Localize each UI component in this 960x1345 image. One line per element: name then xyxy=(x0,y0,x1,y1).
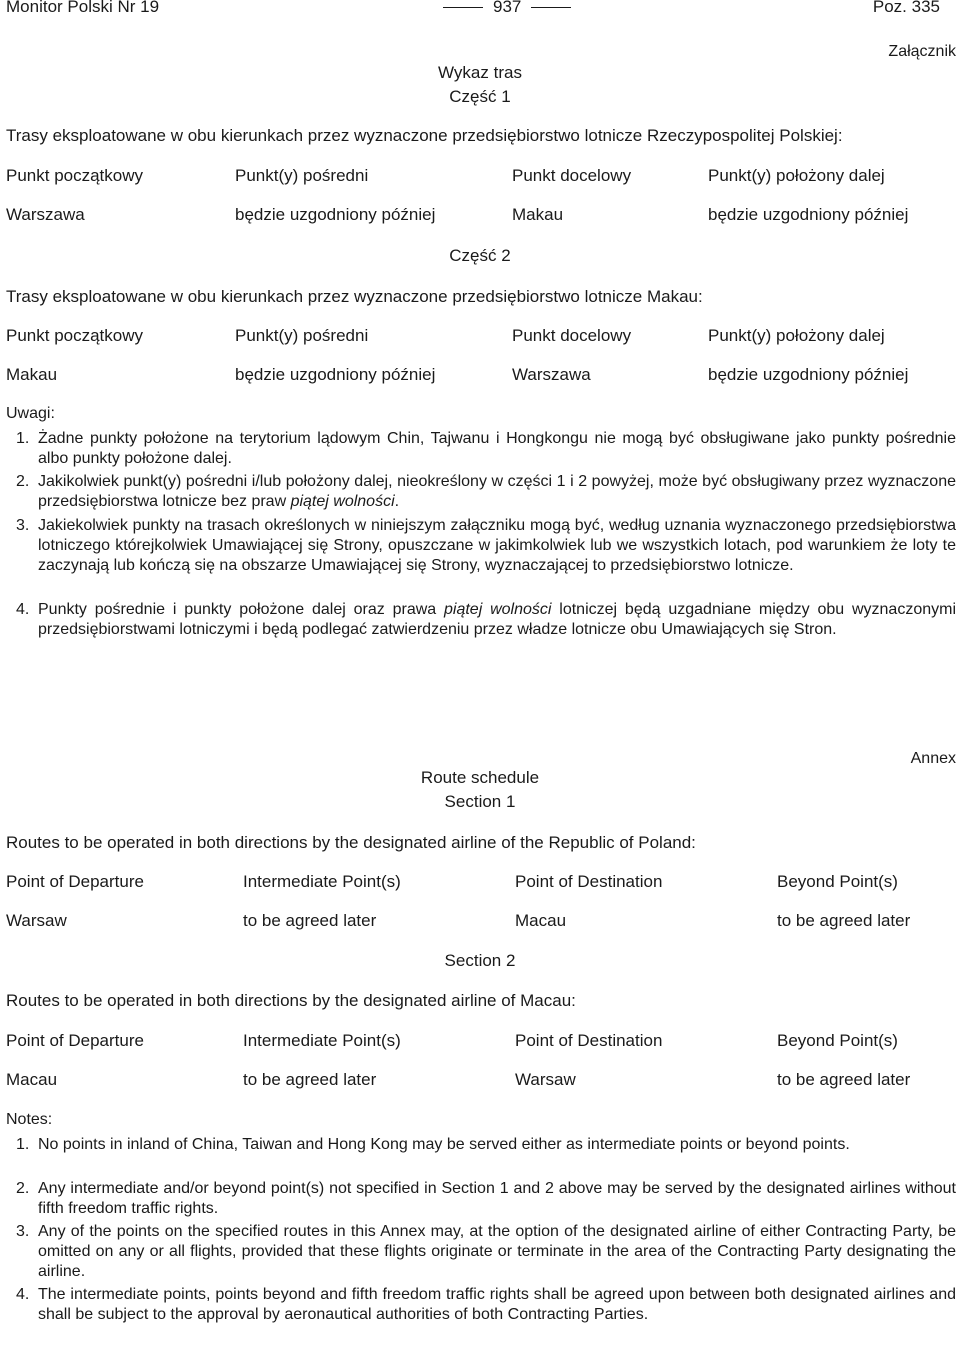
journal-title: Monitor Polski Nr 19 xyxy=(6,0,160,16)
section-2-title-en: Section 2 xyxy=(444,951,516,970)
table-row xyxy=(0,911,960,933)
note-item xyxy=(16,600,956,640)
note-italic-term: piątej wolności xyxy=(444,601,552,618)
note-text: Żadne punkty położone na terytorium lądowym Chin, Tajwanu i Hongkongu nie mogą być obsługiwane jako punkty pośrednie albo punkty położone dalej. xyxy=(38,430,956,467)
column-header: Punkt początkowy xyxy=(6,326,144,345)
section-1-title-en: Section 1 xyxy=(444,792,516,811)
column-header: Intermediate Point(s) xyxy=(243,1031,401,1050)
table-cell: Warsaw xyxy=(6,911,67,930)
table-cell: Warszawa xyxy=(6,205,85,224)
annex-label-pl: Załącznik xyxy=(888,43,956,60)
divider xyxy=(531,7,571,8)
note-text: Punkty pośrednie i punkty położone dalej oraz prawa xyxy=(38,601,444,618)
table-cell: Macau xyxy=(515,911,567,930)
document-title-pl: Wykaz tras xyxy=(438,63,522,82)
table-cell: będzie uzgodniony później xyxy=(708,205,909,224)
notes-title-pl: Uwagi: xyxy=(6,405,55,422)
note-item xyxy=(16,1179,956,1219)
section-1-intro-pl: Trasy eksploatowane w obu kierunkach przez wyznaczone przedsiębiorstwo lotnicze Rzeczypospolitej Polskiej: xyxy=(6,126,843,145)
column-header: Punkt(y) położony dalej xyxy=(708,166,885,185)
table-cell: będzie uzgodniony później xyxy=(235,205,436,224)
section-2-intro-pl: Trasy eksploatowane w obu kierunkach przez wyznaczone przedsiębiorstwo lotnicze Makau: xyxy=(6,287,703,306)
divider xyxy=(443,7,483,8)
table-cell: Warsaw xyxy=(515,1070,576,1089)
table-cell: to be agreed later xyxy=(243,1070,377,1089)
note-item xyxy=(16,1135,956,1155)
column-header: Punkt docelowy xyxy=(512,326,632,345)
column-header: Point of Destination xyxy=(515,872,663,891)
table-header-row xyxy=(0,166,960,188)
column-header: Beyond Point(s) xyxy=(777,1031,898,1050)
note-text: The intermediate points, points beyond and fifth freedom traffic rights shall be agreed upon between both designated airlines and shall be subject to the approval by aeronautical authorities of both Contracting Parties. xyxy=(38,1286,956,1323)
note-text: Jakiekolwiek punkty na trasach określonych w niniejszym załączniku mogą być, według uznania wyznaczonego przedsiębiorstwa lotniczego którejkolwiek Umawiającej się Strony, opuszczane w jakimkolwiek lub we wszystkich lotach, pod warunkiem że loty te zaczynają lub kończą się na obszarze Umawiającej się Strony, wyznaczającej to przedsiębiorstwo lotnicze. xyxy=(38,517,956,574)
table-row xyxy=(0,205,960,227)
note-number: 3. xyxy=(16,517,30,534)
table-cell: Makau xyxy=(6,365,58,384)
column-header: Punkt(y) pośredni xyxy=(235,166,369,185)
document-title-en: Route schedule xyxy=(420,768,540,787)
notes-title-en: Notes: xyxy=(6,1111,53,1128)
table-cell: to be agreed later xyxy=(777,911,911,930)
note-number: 3. xyxy=(16,1223,30,1240)
column-header: Punkt początkowy xyxy=(6,166,144,185)
page-number xyxy=(433,0,581,17)
table-header-row xyxy=(0,1031,960,1053)
table-row xyxy=(0,365,960,387)
table-row xyxy=(0,1070,960,1092)
note-number: 2. xyxy=(16,1180,30,1197)
table-cell: Macau xyxy=(6,1070,58,1089)
table-cell: to be agreed later xyxy=(243,911,377,930)
table-cell: Makau xyxy=(512,205,564,224)
column-header: Point of Destination xyxy=(515,1031,663,1050)
table-header-row xyxy=(0,872,960,894)
column-header: Punkt(y) położony dalej xyxy=(708,326,885,345)
note-italic-term: piątej wolności xyxy=(290,493,395,510)
note-number: 4. xyxy=(16,601,30,618)
note-number: 4. xyxy=(16,1286,30,1303)
note-text: Any of the points on the specified routes in this Annex may, at the option of the designated airline of either Contracting Party, be omitted on any or all flights, provided that these flights originate or terminate in the area of the Contracting Party designating the airline. xyxy=(38,1223,956,1280)
note-number: 2. xyxy=(16,473,30,490)
section-2-intro-en: Routes to be operated in both directions by the designated airline of Macau: xyxy=(6,991,576,1010)
column-header: Intermediate Point(s) xyxy=(243,872,401,891)
note-text: . xyxy=(394,493,400,510)
annex-label-en: Annex xyxy=(910,750,956,767)
table-cell: Warszawa xyxy=(512,365,591,384)
position-number: Poz. 335 xyxy=(872,0,940,16)
table-cell: to be agreed later xyxy=(777,1070,911,1089)
note-item xyxy=(16,1222,956,1282)
section-1-title-pl: Część 1 xyxy=(449,87,511,106)
column-header: Punkt(y) pośredni xyxy=(235,326,369,345)
note-item xyxy=(16,516,956,576)
table-header-row xyxy=(0,326,960,348)
note-text: Jakikolwiek punkt(y) pośredni i/lub położony dalej, nieokreślony w części 1 i 2 powyżej, może być obsługiwany przez wyznaczone przedsiębiorstwa lotnicze bez praw xyxy=(38,473,956,510)
note-item xyxy=(16,1285,956,1325)
note-text: Any intermediate and/or beyond point(s) not specified in Section 1 and 2 above may be served by the designated airlines without fifth freedom traffic rights. xyxy=(38,1180,956,1217)
note-item xyxy=(16,429,956,469)
note-number: 1. xyxy=(16,430,30,447)
table-cell: będzie uzgodniony później xyxy=(235,365,436,384)
table-cell: będzie uzgodniony później xyxy=(708,365,909,384)
column-header: Beyond Point(s) xyxy=(777,872,898,891)
note-text: lotniczej będą uzgadniane między obu wyznaczonymi przedsiębiorstwami lotniczymi i będą podlegać zatwierdzeniu przez władze lotnicze obu Umawiających się Stron. xyxy=(38,601,956,638)
section-1-intro-en: Routes to be operated in both directions by the designated airline of the Republic of Poland: xyxy=(6,833,696,852)
note-number: 1. xyxy=(16,1136,30,1153)
note-text: No points in inland of China, Taiwan and Hong Kong may be served either as intermediate points or beyond points. xyxy=(38,1136,850,1153)
column-header: Point of Departure xyxy=(6,872,144,891)
page-number-text: 937 xyxy=(493,0,522,16)
column-header: Point of Departure xyxy=(6,1031,144,1050)
section-2-title-pl: Część 2 xyxy=(449,246,511,265)
column-header: Punkt docelowy xyxy=(512,166,632,185)
note-item xyxy=(16,472,956,512)
